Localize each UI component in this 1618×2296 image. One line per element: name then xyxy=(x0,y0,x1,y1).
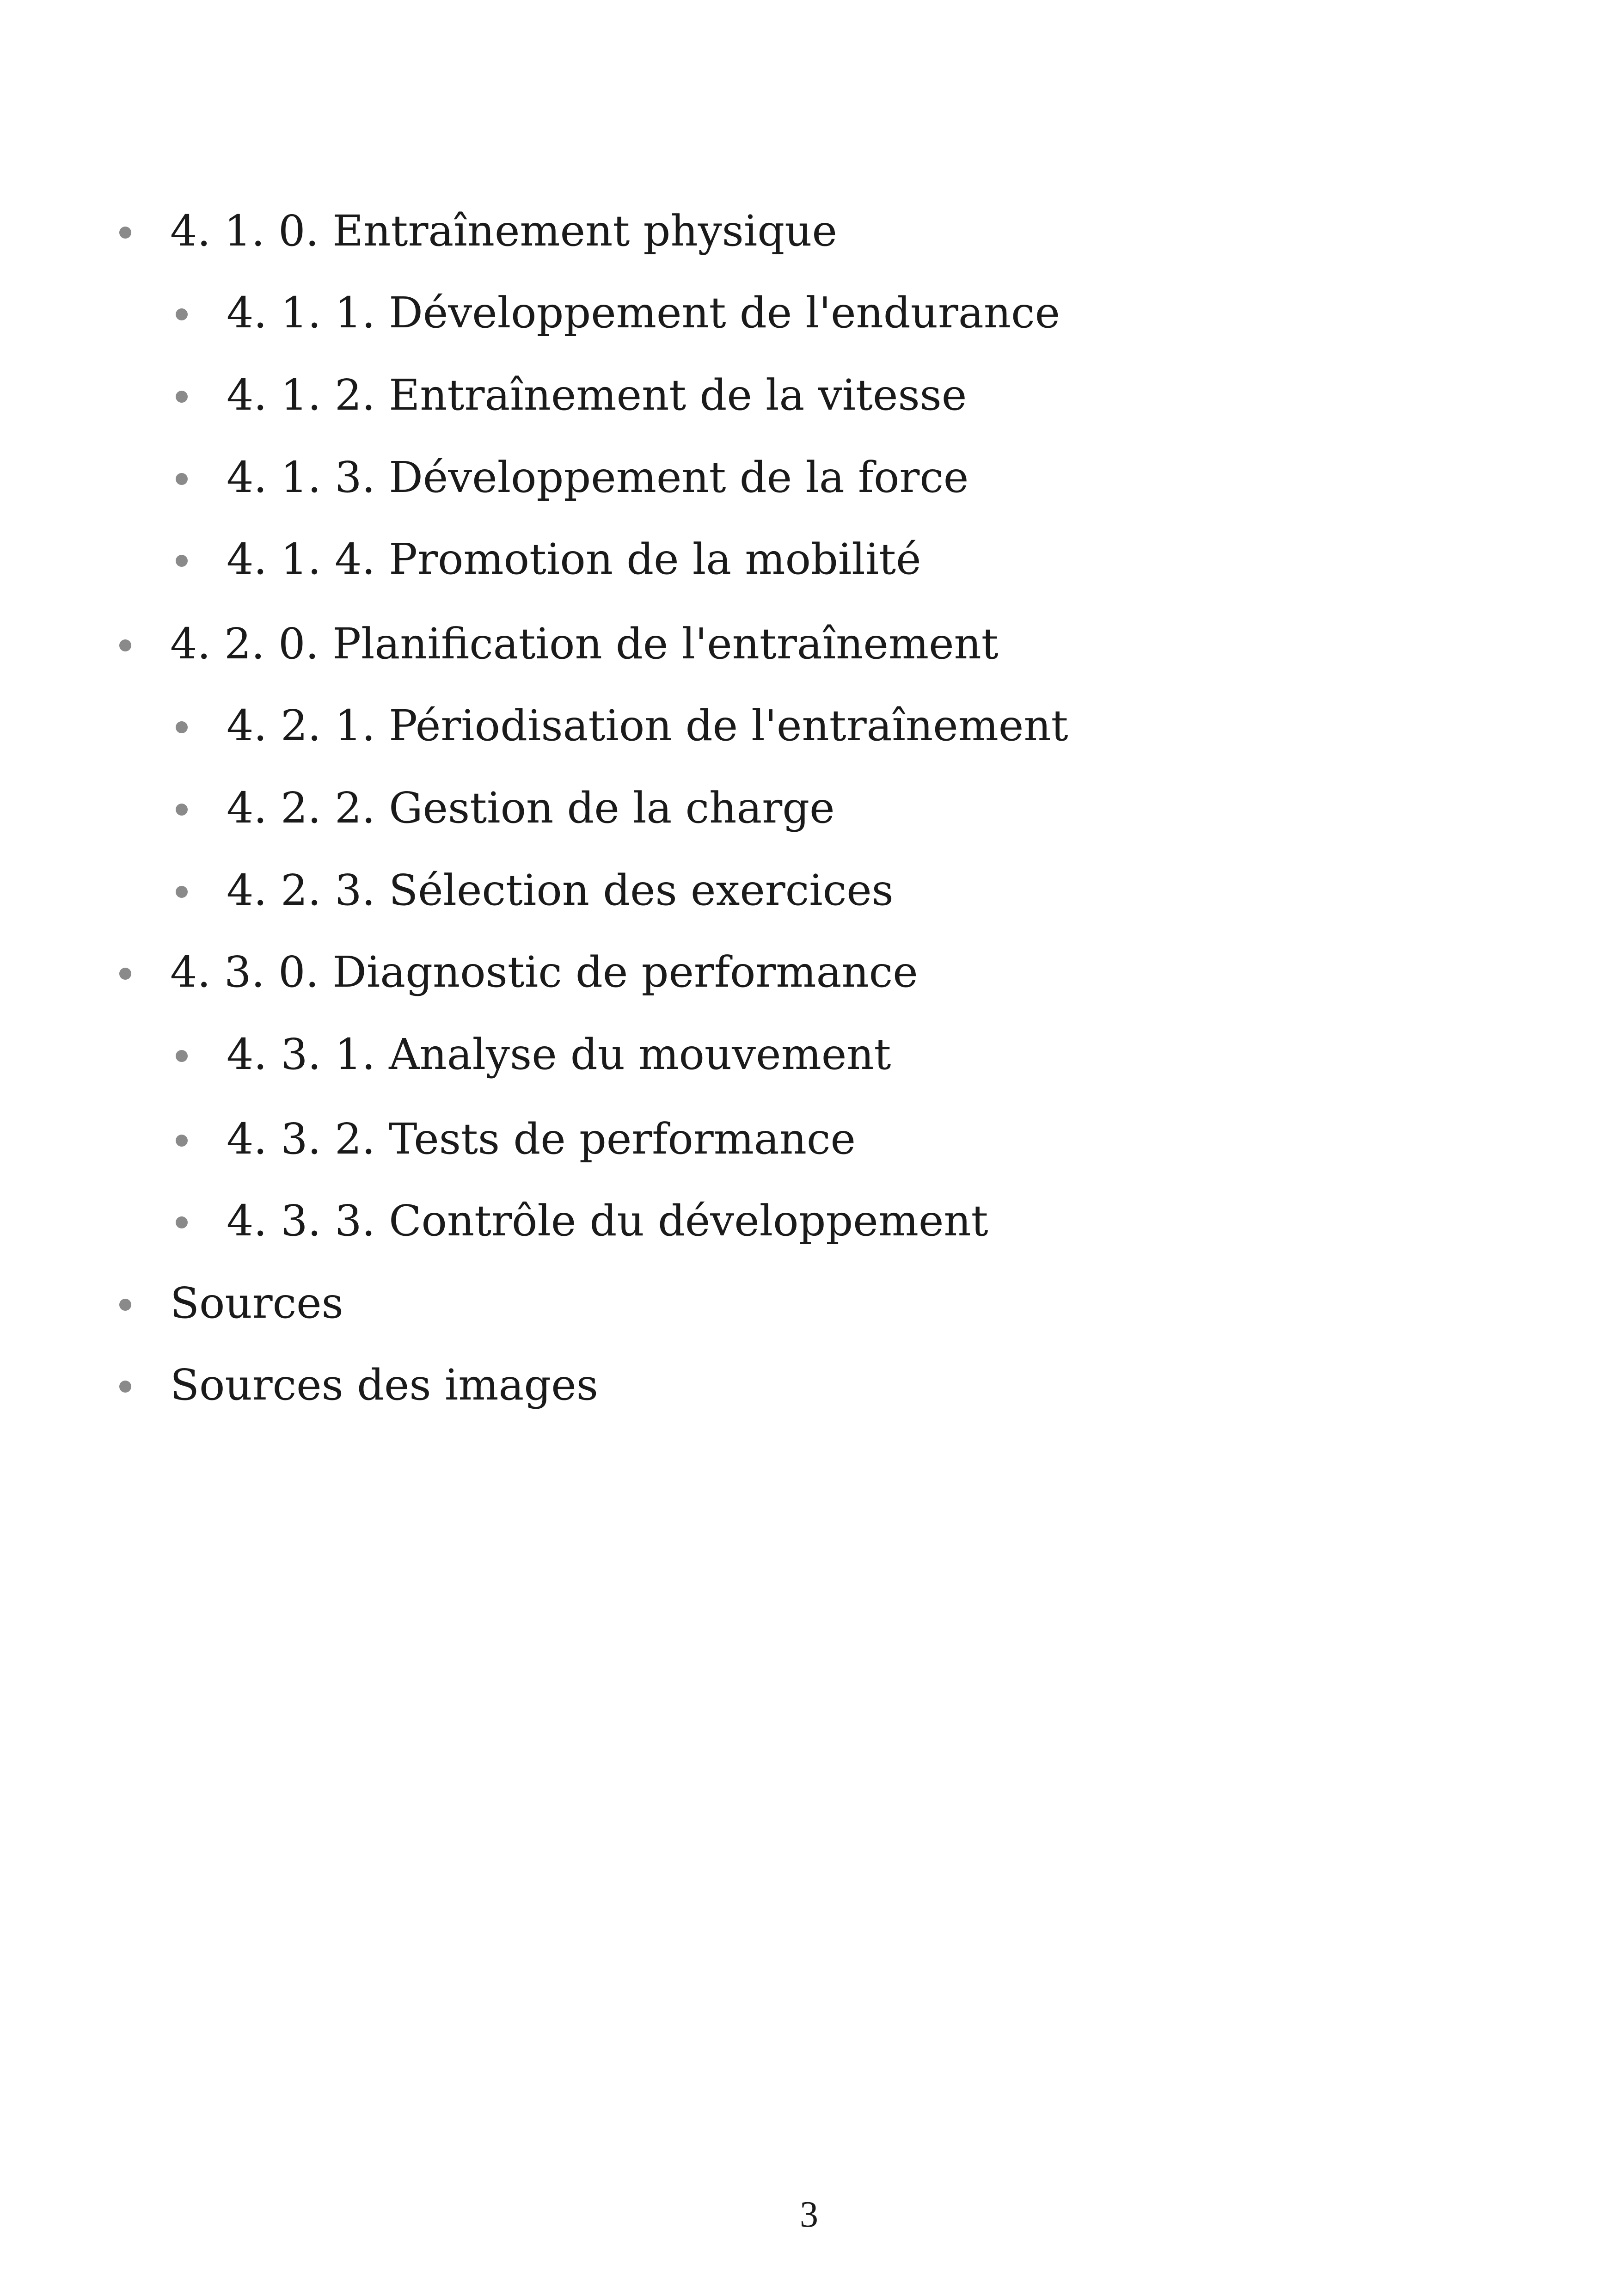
bullet-icon xyxy=(119,968,131,980)
toc-item-label: 4. 1. 3. Développement de la force xyxy=(227,453,969,502)
bullet-icon xyxy=(176,886,188,898)
bullet-icon xyxy=(176,1050,188,1062)
toc-item-label: 4. 2. 3. Sélection des exercices xyxy=(227,866,894,915)
toc-item-label: 4. 2. 0. Planification de l'entraînement xyxy=(170,619,999,669)
toc-item-label: 4. 3. 0. Diagnostic de performance xyxy=(170,947,918,997)
bullet-icon xyxy=(176,1216,188,1228)
toc-item-label: 4. 2. 1. Périodisation de l'entraînement xyxy=(227,701,1068,750)
toc-item-label: 4. 1. 2. Entraînement de la vitesse xyxy=(227,370,967,420)
bullet-icon xyxy=(176,473,188,485)
bullet-icon xyxy=(176,308,188,320)
bullet-icon xyxy=(119,227,131,239)
bullet-icon xyxy=(119,1381,131,1393)
toc-item-label: 4. 3. 3. Contrôle du développement xyxy=(227,1196,988,1246)
toc-item-label: 4. 1. 4. Promotion de la mobilité xyxy=(227,534,921,584)
toc-item-label: 4. 1. 1. Développement de l'endurance xyxy=(227,288,1060,338)
bullet-icon xyxy=(119,639,131,651)
toc-item-label: Sources xyxy=(170,1278,343,1328)
bullet-icon xyxy=(119,1299,131,1311)
toc-item-label: 4. 1. 0. Entraînement physique xyxy=(170,206,837,256)
bullet-icon xyxy=(176,555,188,567)
toc-item-label: Sources des images xyxy=(170,1360,598,1410)
bullet-icon xyxy=(176,391,188,403)
toc-item-label: 4. 2. 2. Gestion de la charge xyxy=(227,783,835,833)
toc-item-label: 4. 3. 2. Tests de performance xyxy=(227,1114,856,1164)
toc-item-label: 4. 3. 1. Analyse du mouvement xyxy=(227,1030,891,1079)
page-number: 3 xyxy=(800,2194,818,2235)
bullet-icon xyxy=(176,721,188,733)
bullet-icon xyxy=(176,1135,188,1147)
bullet-icon xyxy=(176,804,188,816)
